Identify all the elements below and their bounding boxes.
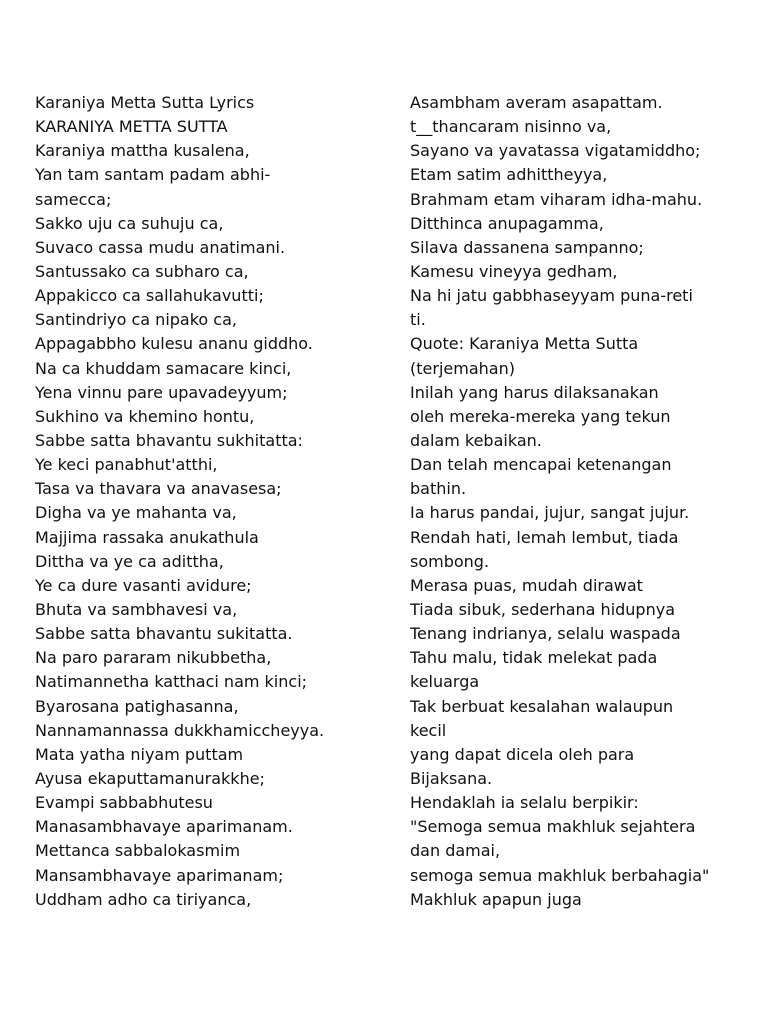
text-line: Mata yatha niyam puttam <box>35 744 244 764</box>
text-line: Evampi sabbabhutesu <box>35 793 213 813</box>
text-line: Dittha va ye ca adittha, <box>35 551 224 571</box>
text-line: Brahmam etam viharam idha-mahu. <box>410 189 703 209</box>
text-line: Ia harus pandai, jujur, sangat jujur. <box>410 503 690 523</box>
text-line: Sayano va yavatassa vigatamiddho; <box>410 141 701 161</box>
text-line: Sabbe satta bhavantu sukhitatta: <box>35 430 303 450</box>
text-line: Kamesu vineyya gedham, <box>410 261 618 281</box>
text-line: Natimannetha katthaci nam kinci; <box>35 672 308 692</box>
text-line: Tenang indrianya, selalu waspada <box>410 624 681 644</box>
text-line: semoga semua makhluk berbahagia" <box>410 865 710 885</box>
text-line: keluarga <box>410 672 480 692</box>
text-line: Dan telah mencapai ketenangan <box>410 455 672 475</box>
text-line: Tasa va thavara va anavasesa; <box>35 479 282 499</box>
right-text-column <box>410 91 755 912</box>
text-line: Karaniya mattha kusalena, <box>35 141 250 161</box>
text-line: Suvaco cassa mudu anatimani. <box>35 237 286 257</box>
text-line: dan damai, <box>410 841 501 861</box>
text-line: Makhluk apapun juga <box>410 889 582 909</box>
text-line: Santussako ca subharo ca, <box>35 261 249 281</box>
text-line: yang dapat dicela oleh para <box>410 744 635 764</box>
text-line: Quote: Karaniya Metta Sutta <box>410 334 639 354</box>
text-line: Appagabbho kulesu ananu giddho. <box>35 334 313 354</box>
text-line: kecil <box>410 720 447 740</box>
text-line: "Semoga semua makhluk sejahtera <box>410 817 696 837</box>
text-line: Hendaklah ia selalu berpikir: <box>410 793 639 813</box>
text-line: Na hi jatu gabbhaseyyam puna-reti <box>410 286 693 306</box>
text-line: Appakicco ca sallahukavutti; <box>35 286 264 306</box>
text-line: sombong. <box>410 551 490 571</box>
text-line: Inilah yang harus dilaksanakan <box>410 382 659 402</box>
left-text-column <box>35 91 395 912</box>
text-line: Yan tam santam padam abhi- <box>35 165 271 185</box>
text-line: Majjima rassaka anukathula <box>35 527 259 547</box>
text-line: Asambham averam asapattam. <box>410 93 663 112</box>
text-line: Merasa puas, mudah dirawat <box>410 575 643 595</box>
text-line: Ayusa ekaputtamanurakkhe; <box>35 768 265 788</box>
text-line: bathin. <box>410 479 467 499</box>
text-line: Mettanca sabbalokasmim <box>35 841 241 861</box>
text-line: Bijaksana. <box>410 768 493 788</box>
text-line: Karaniya Metta Sutta Lyrics <box>35 93 255 112</box>
text-line: Sabbe satta bhavantu sukitatta. <box>35 624 293 644</box>
text-line: Digha va ye mahanta va, <box>35 503 237 523</box>
text-line: Etam satim adhittheyya, <box>410 165 608 185</box>
text-line: Tak berbuat kesalahan walaupun <box>410 696 674 716</box>
text-line: Bhuta va sambhavesi va, <box>35 599 238 619</box>
text-line: Silava dassanena sampanno; <box>410 237 644 257</box>
text-line: Uddham adho ca tiriyanca, <box>35 889 252 909</box>
text-line: Rendah hati, lemah lembut, tiada <box>410 527 679 547</box>
text-line: dalam kebaikan. <box>410 430 542 450</box>
text-line: oleh mereka-mereka yang tekun <box>410 406 671 426</box>
text-line: Santindriyo ca nipako ca, <box>35 310 237 330</box>
text-line: Ye keci panabhut'atthi, <box>35 455 218 475</box>
text-line: (terjemahan) <box>410 358 515 378</box>
text-line: t__thancaram nisinno va, <box>410 117 612 137</box>
text-line: Mansambhavaye aparimanam; <box>35 865 284 885</box>
text-line: Sakko uju ca suhuju ca, <box>35 213 224 233</box>
text-line: Na paro pararam nikubbetha, <box>35 648 272 668</box>
text-line: Ye ca dure vasanti avidure; <box>35 575 252 595</box>
text-line: samecca; <box>35 189 112 209</box>
text-line: Manasambhavaye aparimanam. <box>35 817 293 837</box>
text-line: ti. <box>410 310 426 330</box>
text-line: KARANIYA METTA SUTTA <box>35 117 228 137</box>
text-line: Nannamannassa dukkhamiccheyya. <box>35 720 325 740</box>
text-line: Tiada sibuk, sederhana hidupnya <box>410 599 675 619</box>
text-line: Yena vinnu pare upavadeyyum; <box>35 382 288 402</box>
text-line: Na ca khuddam samacare kinci, <box>35 358 292 378</box>
text-line: Byarosana patighasanna, <box>35 696 239 716</box>
text-line: Ditthinca anupagamma, <box>410 213 604 233</box>
text-line: Sukhino va khemino hontu, <box>35 406 255 426</box>
text-line: Tahu malu, tidak melekat pada <box>410 648 658 668</box>
